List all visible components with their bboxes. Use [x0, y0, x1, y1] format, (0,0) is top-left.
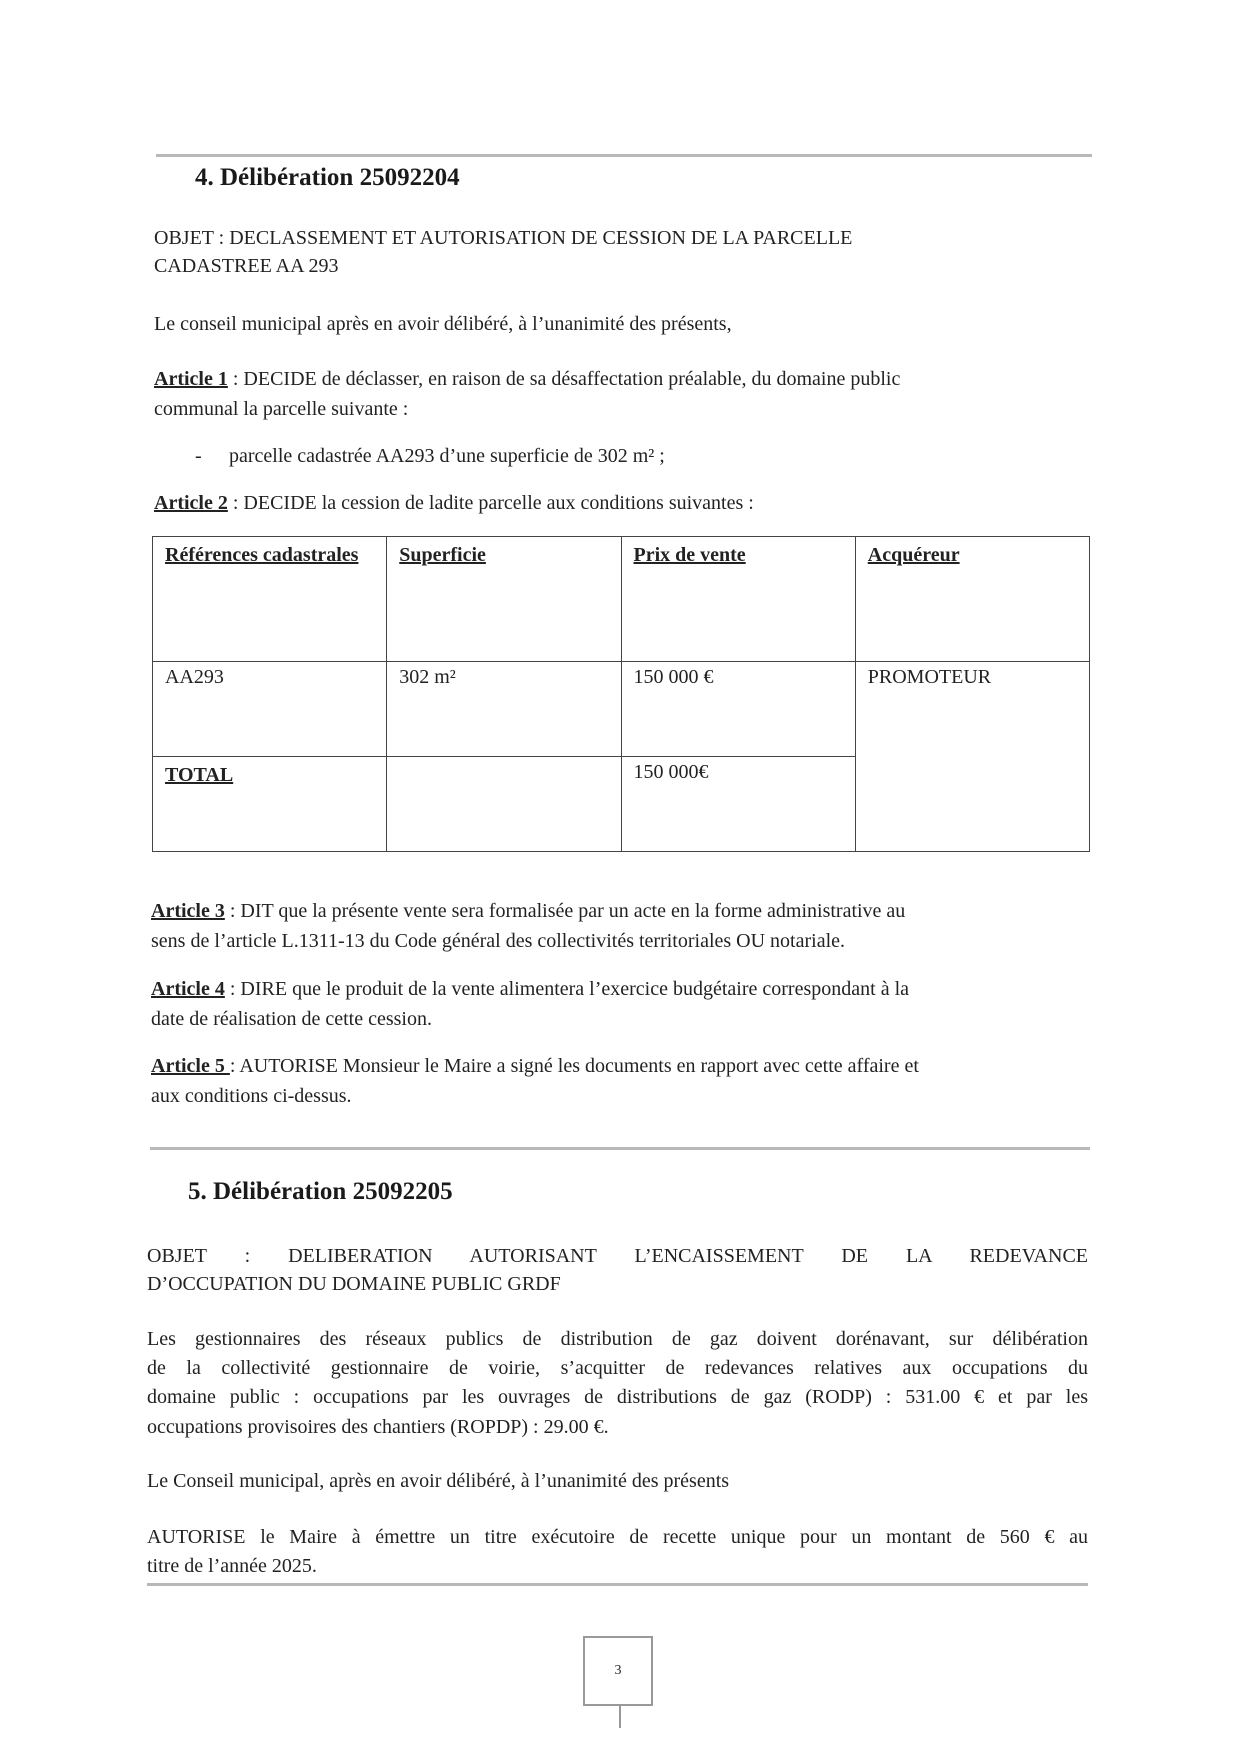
article-text: : DIT que la présente vente sera formalisée par un acte en la forme administrative au: [224, 900, 906, 922]
section-divider: [147, 1583, 1088, 1586]
objet-line: OBJET : DELIBERATION AUTORISANT L’ENCAISSEMENT DE LA REDEVANCE: [147, 1245, 1088, 1267]
para-line: occupations provisoires des chantiers (ROPDP) : 29.00 €.: [147, 1416, 609, 1438]
header-acquereur: Acquéreur: [855, 537, 1089, 662]
section-5-heading: 5. Délibération 25092205: [188, 1178, 453, 1205]
header-prix: Prix de vente: [621, 537, 855, 662]
objet-line: CADASTREE AA 293: [154, 255, 339, 277]
article-5-cont: aux conditions ci-dessus.: [151, 1085, 352, 1107]
total-prix: 150 000€: [621, 757, 855, 852]
article-4-cont: date de réalisation de cette cession.: [151, 1008, 432, 1030]
intro-text: Le Conseil municipal, après en avoir délibéré, à l’unanimité des présents: [147, 1470, 730, 1492]
article-2: [154, 489, 754, 518]
bullet-dash: -: [195, 445, 202, 467]
objet-line: D’OCCUPATION DU DOMAINE PUBLIC GRDF: [147, 1273, 561, 1295]
bullet-text: parcelle cadastrée AA293 d’une superficie de 302 m² ;: [229, 445, 665, 467]
article-1: [154, 365, 900, 394]
section-divider: [156, 154, 1092, 157]
article-text: : DECIDE la cession de ladite parcelle aux conditions suivantes :: [227, 492, 754, 514]
decision-line: AUTORISE le Maire à émettre un titre exécutoire de recette unique pour un montant de 560 € au: [147, 1526, 1088, 1548]
section-divider: [150, 1147, 1090, 1150]
page-number-box: [583, 1636, 653, 1706]
para-line: de la collectivité gestionnaire de voirie, s’acquitter de redevances relatives aux occupations du: [147, 1357, 1088, 1379]
article-text: : DECIDE de déclasser, en raison de sa désaffectation préalable, du domaine public: [227, 368, 901, 390]
cell-prix: 150 000 €: [621, 662, 855, 757]
total-label: TOTAL: [153, 757, 387, 852]
article-label: Article 1: [154, 368, 228, 390]
page-number-tick: [619, 1706, 621, 1728]
intro-text: Le conseil municipal après en avoir délibéré, à l’unanimité des présents,: [154, 313, 732, 335]
cell-acquereur: PROMOTEUR: [855, 662, 1089, 852]
article-label: Article 4: [151, 978, 225, 1000]
article-label: Article 5: [151, 1055, 230, 1077]
article-3-cont: sens de l’article L.1311-13 du Code général des collectivités territoriales OU notariale.: [151, 930, 846, 952]
article-4: [151, 975, 909, 1004]
decision-line: titre de l’année 2025.: [147, 1555, 317, 1577]
header-references: Références cadastrales: [153, 537, 387, 662]
article-1-cont: communal la parcelle suivante :: [154, 398, 409, 420]
objet-line: OBJET : DECLASSEMENT ET AUTORISATION DE CESSION DE LA PARCELLE: [154, 227, 853, 249]
page-number: 3: [614, 1663, 622, 1678]
para-line: Les gestionnaires des réseaux publics de distribution de gaz doivent dorénavant, sur délibération: [147, 1328, 1088, 1350]
table-row: [153, 662, 1090, 757]
total-superficie: [387, 757, 621, 852]
header-superficie: Superficie: [387, 537, 621, 662]
article-label: Article 2: [154, 492, 228, 514]
article-5: [151, 1052, 919, 1081]
article-label: Article 3: [151, 900, 225, 922]
article-text: : DIRE que le produit de la vente alimentera l’exercice budgétaire correspondant à la: [224, 978, 909, 1000]
article-3: [151, 897, 905, 926]
section-4-heading: 4. Délibération 25092204: [195, 164, 460, 191]
article-text: : AUTORISE Monsieur le Maire a signé les documents en rapport avec cette affaire et: [229, 1055, 919, 1077]
cell-superficie: 302 m²: [387, 662, 621, 757]
cell-reference: AA293: [153, 662, 387, 757]
para-line: domaine public : occupations par les ouvrages de distributions de gaz (RODP) : 531.00 € et par les: [147, 1386, 1088, 1408]
cession-table: [152, 536, 1090, 852]
